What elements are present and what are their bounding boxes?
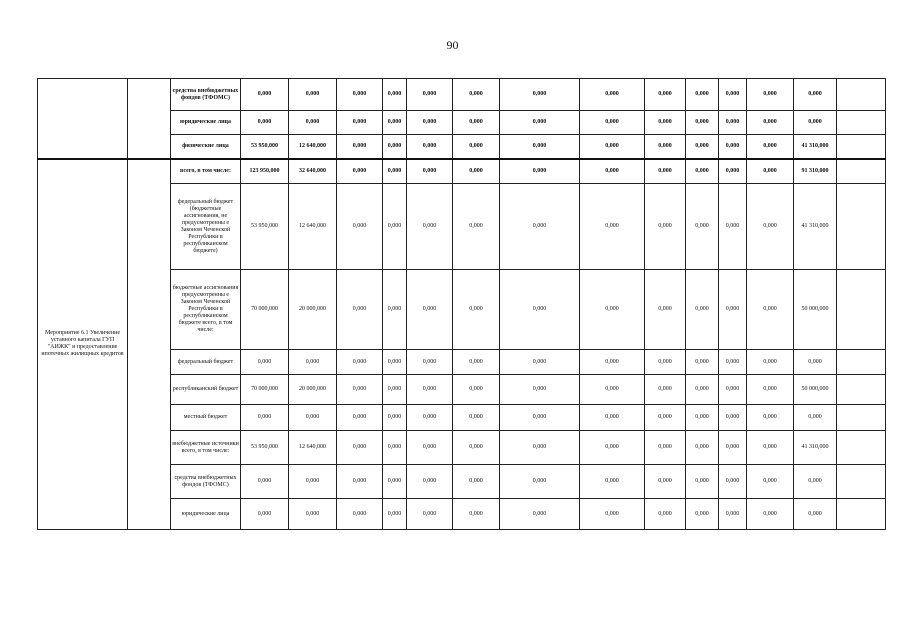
value-cell: 0,000 — [719, 405, 747, 431]
value-cell: 0,000 — [686, 111, 719, 135]
value-cell: 0,000 — [453, 111, 500, 135]
value-cell: 0,000 — [383, 499, 407, 530]
value-cell: 0,000 — [241, 111, 289, 135]
empty-cell — [837, 184, 886, 270]
value-cell: 0,000 — [645, 79, 686, 111]
value-cell: 0,000 — [719, 135, 747, 159]
value-cell: 0,000 — [645, 270, 686, 350]
value-cell: 0,000 — [289, 350, 337, 375]
empty-cell — [837, 431, 886, 465]
value-cell: 0,000 — [337, 405, 383, 431]
value-cell: 0,000 — [719, 111, 747, 135]
value-cell: 0,000 — [453, 135, 500, 159]
value-cell: 0,000 — [337, 79, 383, 111]
value-cell: 0,000 — [747, 184, 794, 270]
value-cell: 0,000 — [407, 270, 453, 350]
value-cell: 0,000 — [580, 135, 645, 159]
value-cell: 0,000 — [383, 405, 407, 431]
value-cell: 0,000 — [794, 350, 837, 375]
value-cell: 0,000 — [241, 79, 289, 111]
value-cell: 0,000 — [747, 375, 794, 405]
value-cell: 0,000 — [580, 184, 645, 270]
value-cell: 0,000 — [500, 465, 580, 499]
value-cell: 0,000 — [453, 184, 500, 270]
value-cell: 0,000 — [747, 405, 794, 431]
source-label: бюджетные ассигнования предусмотренны е Законом Чеченской Республики в республиканском бюджете всего, в том числе: — [171, 270, 241, 350]
value-cell: 0,000 — [407, 184, 453, 270]
source-label: юридические лица — [171, 499, 241, 530]
value-cell: 0,000 — [407, 431, 453, 465]
value-cell: 0,000 — [500, 184, 580, 270]
value-cell: 32 640,000 — [289, 159, 337, 184]
empty-cell — [837, 465, 886, 499]
value-cell: 0,000 — [407, 375, 453, 405]
empty-cell — [837, 405, 886, 431]
value-cell: 0,000 — [337, 431, 383, 465]
value-cell: 12 640,000 — [289, 184, 337, 270]
value-cell: 0,000 — [383, 111, 407, 135]
source-label: внебюджетные источники всего, в том числе: — [171, 431, 241, 465]
value-cell: 0,000 — [289, 79, 337, 111]
value-cell: 0,000 — [747, 431, 794, 465]
table-body — [38, 79, 886, 530]
value-cell: 0,000 — [453, 465, 500, 499]
value-cell: 0,000 — [686, 79, 719, 111]
value-cell: 0,000 — [383, 184, 407, 270]
value-cell: 0,000 — [719, 350, 747, 375]
page-number: 90 — [446, 38, 459, 52]
value-cell: 0,000 — [289, 111, 337, 135]
value-cell: 0,000 — [645, 405, 686, 431]
value-cell: 0,000 — [337, 184, 383, 270]
value-cell: 41 310,000 — [794, 135, 837, 159]
value-cell: 0,000 — [686, 465, 719, 499]
value-cell: 0,000 — [794, 499, 837, 530]
source-label: физические лица — [171, 135, 241, 159]
value-cell: 0,000 — [747, 499, 794, 530]
value-cell: 0,000 — [719, 465, 747, 499]
value-cell: 0,000 — [645, 465, 686, 499]
source-label: средства внебюджетных фондов (ТФОМС) — [171, 79, 241, 111]
table-row — [38, 79, 886, 111]
value-cell: 0,000 — [241, 350, 289, 375]
value-cell: 0,000 — [794, 405, 837, 431]
value-cell: 0,000 — [337, 465, 383, 499]
value-cell: 0,000 — [289, 405, 337, 431]
value-cell: 0,000 — [500, 135, 580, 159]
value-cell: 0,000 — [645, 375, 686, 405]
value-cell: 0,000 — [645, 184, 686, 270]
value-cell: 0,000 — [407, 135, 453, 159]
value-cell: 0,000 — [500, 375, 580, 405]
value-cell: 0,000 — [500, 159, 580, 184]
value-cell: 0,000 — [383, 79, 407, 111]
value-cell: 0,000 — [407, 79, 453, 111]
value-cell: 0,000 — [407, 499, 453, 530]
value-cell: 0,000 — [580, 465, 645, 499]
value-cell: 0,000 — [719, 79, 747, 111]
value-cell: 0,000 — [580, 375, 645, 405]
value-cell: 0,000 — [719, 431, 747, 465]
value-cell: 41 310,000 — [794, 184, 837, 270]
value-cell: 0,000 — [747, 159, 794, 184]
value-cell: 0,000 — [500, 111, 580, 135]
empty-cell — [837, 350, 886, 375]
value-cell: 20 000,000 — [289, 375, 337, 405]
value-cell: 0,000 — [794, 465, 837, 499]
source-label: всего, в том числе: — [171, 159, 241, 184]
value-cell: 0,000 — [686, 270, 719, 350]
value-cell: 0,000 — [719, 159, 747, 184]
value-cell: 0,000 — [241, 465, 289, 499]
value-cell: 91 310,000 — [794, 159, 837, 184]
value-cell: 0,000 — [337, 111, 383, 135]
source-label: местный бюджет — [171, 405, 241, 431]
event-title: Мероприятие 6.1 Увеличение уставного капитала ГУП "АИЖК" и предоставление ипотечных жилищных кредитов — [38, 159, 128, 530]
value-cell: 0,000 — [580, 111, 645, 135]
value-cell: 0,000 — [383, 375, 407, 405]
value-cell: 0,000 — [289, 499, 337, 530]
empty-cell — [837, 270, 886, 350]
value-cell: 0,000 — [686, 405, 719, 431]
value-cell: 0,000 — [241, 499, 289, 530]
value-cell: 0,000 — [453, 270, 500, 350]
value-cell: 0,000 — [686, 431, 719, 465]
source-label: федеральный бюджет (бюджетные ассигнования, не предусмотренны е Законом Чеченской Республики в республиканском бюджете) — [171, 184, 241, 270]
value-cell: 0,000 — [686, 159, 719, 184]
value-cell: 0,000 — [580, 499, 645, 530]
value-cell: 0,000 — [500, 79, 580, 111]
value-cell: 0,000 — [580, 431, 645, 465]
empty-cell — [837, 135, 886, 159]
source-label: республиканский бюджет — [171, 375, 241, 405]
value-cell: 0,000 — [645, 135, 686, 159]
empty-cell — [837, 499, 886, 530]
value-cell: 0,000 — [407, 111, 453, 135]
value-cell: 0,000 — [747, 350, 794, 375]
value-cell: 0,000 — [500, 431, 580, 465]
value-cell: 0,000 — [747, 79, 794, 111]
value-cell: 0,000 — [383, 135, 407, 159]
value-cell: 0,000 — [719, 270, 747, 350]
value-cell: 0,000 — [337, 375, 383, 405]
value-cell: 53 950,000 — [241, 431, 289, 465]
value-cell: 50 000,000 — [794, 375, 837, 405]
value-cell: 0,000 — [289, 465, 337, 499]
value-cell: 0,000 — [453, 375, 500, 405]
value-cell: 70 000,000 — [241, 270, 289, 350]
table-row — [38, 159, 886, 184]
value-cell: 0,000 — [580, 270, 645, 350]
value-cell: 0,000 — [453, 499, 500, 530]
budget-table — [37, 78, 886, 530]
value-cell: 0,000 — [337, 350, 383, 375]
value-cell: 0,000 — [407, 350, 453, 375]
source-label: федеральный бюджет — [171, 350, 241, 375]
value-cell: 53 950,000 — [241, 184, 289, 270]
value-cell: 0,000 — [719, 499, 747, 530]
value-cell: 0,000 — [383, 465, 407, 499]
value-cell: 12 640,000 — [289, 431, 337, 465]
value-cell: 0,000 — [580, 159, 645, 184]
value-cell: 0,000 — [383, 350, 407, 375]
empty-cell — [837, 79, 886, 111]
value-cell: 0,000 — [686, 375, 719, 405]
value-cell: 0,000 — [645, 350, 686, 375]
value-cell: 0,000 — [453, 350, 500, 375]
value-cell: 0,000 — [337, 499, 383, 530]
value-cell: 0,000 — [241, 405, 289, 431]
value-cell: 0,000 — [645, 159, 686, 184]
value-cell: 0,000 — [794, 111, 837, 135]
value-cell: 0,000 — [500, 350, 580, 375]
value-cell: 0,000 — [794, 79, 837, 111]
source-label: средства внебюджетных фондов (ТФОМС) — [171, 465, 241, 499]
value-cell: 0,000 — [747, 465, 794, 499]
value-cell: 0,000 — [500, 405, 580, 431]
value-cell: 70 000,000 — [241, 375, 289, 405]
executor-cell-empty — [128, 159, 171, 530]
value-cell: 20 000,000 — [289, 270, 337, 350]
empty-cell — [837, 375, 886, 405]
value-cell: 0,000 — [500, 499, 580, 530]
value-cell: 0,000 — [580, 405, 645, 431]
value-cell: 0,000 — [453, 79, 500, 111]
value-cell: 0,000 — [337, 270, 383, 350]
value-cell: 0,000 — [686, 499, 719, 530]
value-cell: 0,000 — [747, 135, 794, 159]
empty-cell — [837, 111, 886, 135]
value-cell: 0,000 — [686, 184, 719, 270]
value-cell: 0,000 — [719, 375, 747, 405]
value-cell: 50 000,000 — [794, 270, 837, 350]
value-cell: 41 310,000 — [794, 431, 837, 465]
value-cell: 0,000 — [383, 159, 407, 184]
value-cell: 0,000 — [407, 159, 453, 184]
value-cell: 0,000 — [747, 111, 794, 135]
event-cell-empty — [38, 79, 128, 159]
value-cell: 0,000 — [337, 159, 383, 184]
value-cell: 0,000 — [407, 465, 453, 499]
value-cell: 0,000 — [580, 79, 645, 111]
value-cell: 0,000 — [383, 431, 407, 465]
value-cell: 0,000 — [686, 135, 719, 159]
value-cell: 0,000 — [645, 431, 686, 465]
value-cell: 0,000 — [383, 270, 407, 350]
value-cell: 0,000 — [580, 350, 645, 375]
executor-cell-empty — [128, 79, 171, 159]
empty-cell — [837, 159, 886, 184]
value-cell: 0,000 — [407, 405, 453, 431]
value-cell: 123 950,000 — [241, 159, 289, 184]
value-cell: 0,000 — [500, 270, 580, 350]
value-cell: 0,000 — [719, 184, 747, 270]
value-cell: 0,000 — [453, 159, 500, 184]
value-cell: 0,000 — [453, 431, 500, 465]
value-cell: 0,000 — [645, 499, 686, 530]
value-cell: 0,000 — [453, 405, 500, 431]
value-cell: 0,000 — [645, 111, 686, 135]
value-cell: 0,000 — [337, 135, 383, 159]
value-cell: 12 640,000 — [289, 135, 337, 159]
value-cell: 0,000 — [686, 350, 719, 375]
source-label: юридические лица — [171, 111, 241, 135]
value-cell: 53 950,000 — [241, 135, 289, 159]
value-cell: 0,000 — [747, 270, 794, 350]
